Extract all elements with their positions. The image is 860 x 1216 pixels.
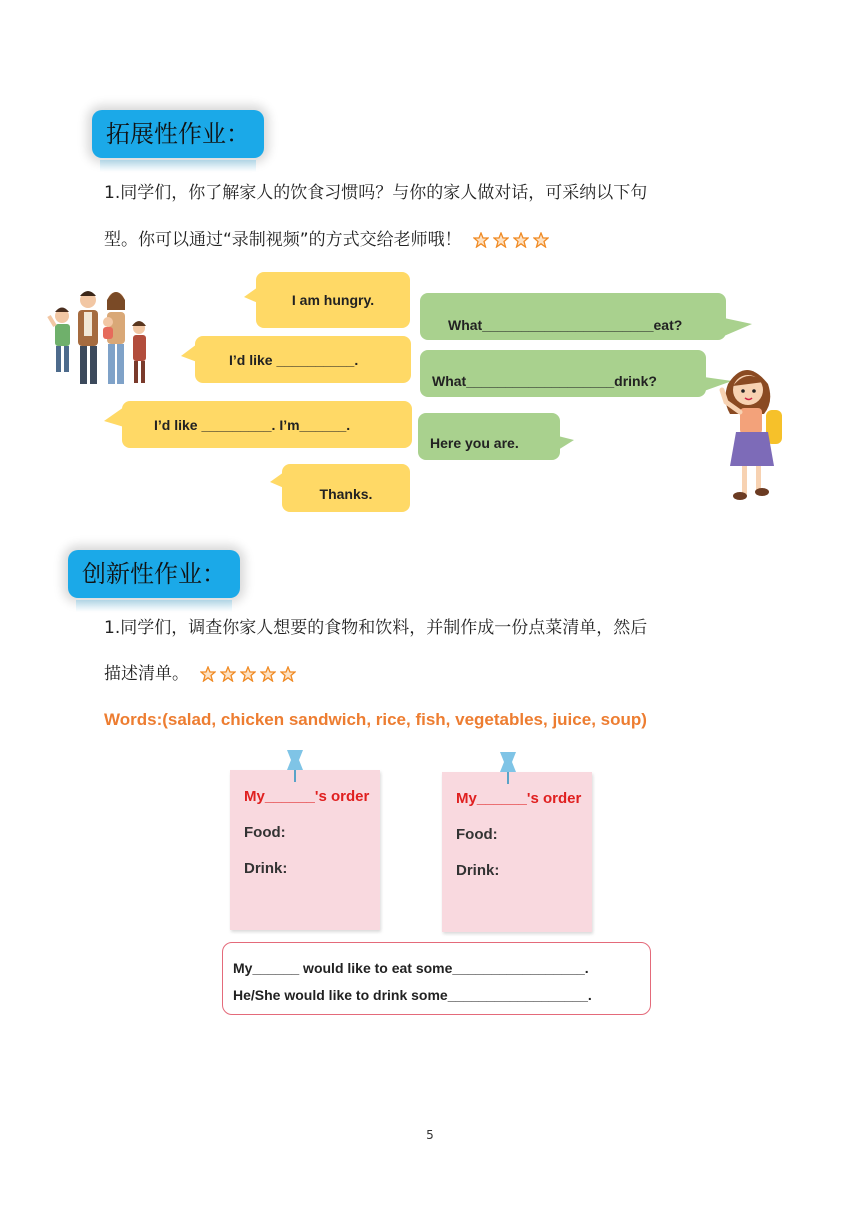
order-card (442, 772, 592, 932)
innovation-instruction-text: 描述清单。 (104, 664, 189, 684)
bubble-text: Thanks. (319, 486, 373, 502)
star-icon (280, 666, 296, 682)
star-icon (473, 232, 489, 248)
order-card-title: My______'s order (244, 788, 370, 805)
bubble-tail (724, 318, 752, 336)
bubble-id-like-im (122, 401, 412, 448)
star-icon (513, 232, 529, 248)
extension-instruction-line2 (104, 228, 549, 252)
section-header-innovation: 创新性作业： (68, 550, 240, 598)
star-icon (260, 666, 276, 682)
bubble-text: Here you are. (430, 434, 519, 451)
difficulty-stars (200, 666, 296, 682)
pushpin-icon (496, 750, 520, 784)
page-number: 5 (426, 1128, 434, 1142)
star-icon (240, 666, 256, 682)
bubble-text: I’d like _________. I’m______. (154, 416, 351, 433)
pushpin-icon (283, 748, 307, 782)
bubble-text: I’d like __________. (229, 351, 359, 368)
star-icon (493, 232, 509, 248)
bubble-id-like (195, 336, 411, 383)
bubble-here-you-are (418, 413, 560, 460)
bubble-what-drink (420, 350, 706, 397)
difficulty-stars (473, 232, 549, 248)
order-card-food-label: Food: (456, 826, 498, 843)
family-illustration (44, 286, 156, 392)
bubble-thanks (282, 464, 410, 512)
summary-line-drink: He/She would like to drink some__________________. (233, 987, 592, 1003)
bubble-i-am-hungry (256, 272, 410, 328)
extension-instruction-text: 型。你可以通过“录制视频”的方式交给老师哦！ (104, 230, 462, 250)
star-icon (200, 666, 216, 682)
summary-sentence-box (222, 942, 651, 1015)
girl-illustration (716, 362, 792, 504)
extension-instruction-line1: 1.同学们，你了解家人的饮食习惯吗？与你的家人做对话，可采纳以下句 (104, 183, 648, 203)
summary-line-eat: My______ would like to eat some_________________. (233, 960, 589, 976)
star-icon (533, 232, 549, 248)
section-header-extension: 拓展性作业： (92, 110, 264, 158)
bubble-text: I am hungry. (291, 292, 375, 308)
bubble-tail (244, 287, 258, 303)
word-bank: Words:(salad, chicken sandwich, rice, fish, vegetables, juice, soup) (104, 710, 647, 729)
bubble-text: What___________________drink? (432, 372, 657, 389)
innovation-instruction-line1: 1.同学们，调查你家人想要的食物和饮料，并制作成一份点菜清单，然后 (104, 618, 648, 638)
innovation-instruction-line2 (104, 662, 296, 686)
order-card-drink-label: Drink: (244, 860, 288, 877)
bubble-text: What______________________eat? (448, 316, 683, 333)
order-card-title: My______'s order (456, 790, 582, 807)
bubble-what-eat (420, 293, 726, 340)
star-icon (220, 666, 236, 682)
bubble-tail (558, 436, 574, 450)
order-card-drink-label: Drink: (456, 862, 500, 879)
bubble-tail (181, 344, 197, 362)
bubble-tail (270, 472, 284, 488)
bubble-tail (104, 407, 124, 427)
order-card (230, 770, 380, 930)
order-card-food-label: Food: (244, 824, 286, 841)
